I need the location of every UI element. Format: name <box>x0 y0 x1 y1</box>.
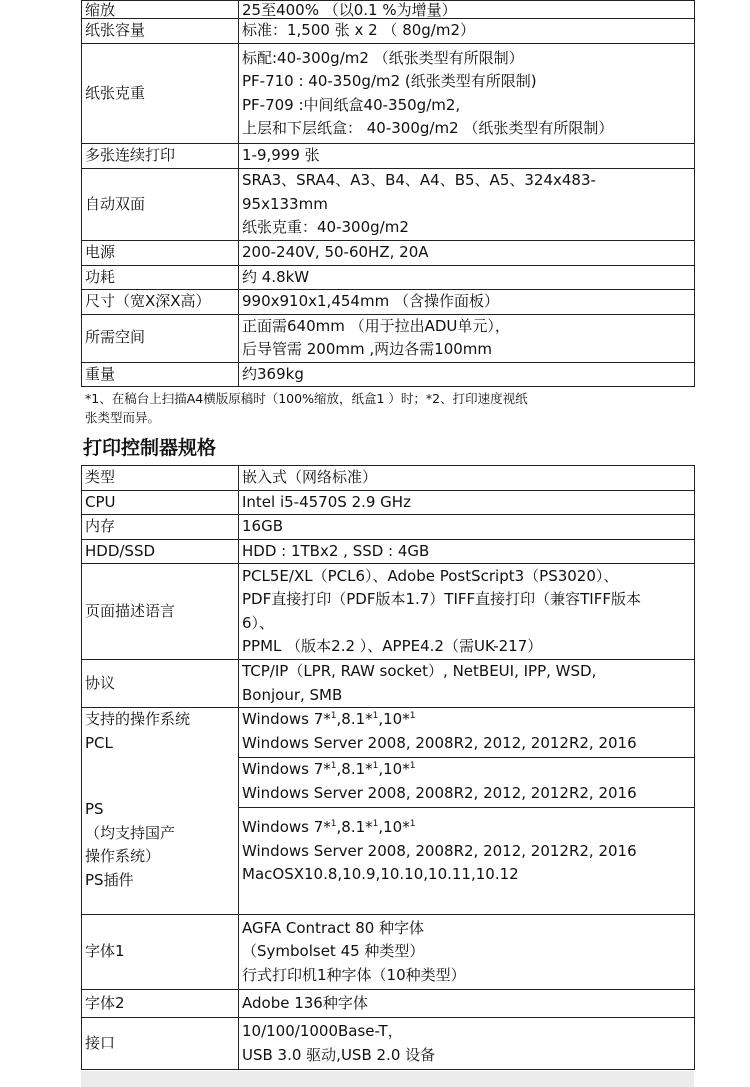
table-row <box>82 515 695 540</box>
spec-value: PCL5E/XL（PCL6）、Adobe PostScript3（PS3020）、 PDF直接打印（PDF版本1.7）TIFF直接打印（兼容TIFF版本 6）、 PPML （版本2.2 ）、APPE4.2（需UK-217） <box>239 564 695 660</box>
spec-table-controller <box>81 465 695 1070</box>
spec-value: 16GB <box>239 515 695 540</box>
os-key-spacer <box>85 758 235 798</box>
spec-key: 功耗 <box>82 265 239 290</box>
spec-key: 自动双面 <box>82 169 239 241</box>
spec-key-os <box>82 708 239 915</box>
os-key-pcl: 支持的操作系统 PCL <box>85 710 191 752</box>
spec-key: 纸张容量 <box>82 19 239 44</box>
spec-value: 990x910x1,454mm （含操作面板） <box>239 290 695 315</box>
spec-value: 标配:40-300g/m2 （纸张类型有所限制） PF-710 : 40-350g/m2 (纸张类型有所限制) PF-709 :中间纸盒40-350g/m2, 上层和下层纸盒： 40-300g/m2 （纸张类型有所限制） <box>239 44 695 144</box>
footnote: *1、在稿台上扫描A4横版原稿时（100%缩放，纸盒1 ）时；*2、打印速度视纸 张类型而异。 <box>85 391 528 425</box>
spec-value: TCP/IP（LPR, RAW socket）, NetBEUI, IPP, WSD, Bonjour, SMB <box>239 660 695 708</box>
spec-value-os <box>239 708 695 915</box>
table-row <box>82 265 695 290</box>
table-row <box>82 314 695 362</box>
table-row <box>82 539 695 564</box>
spec-key: 类型 <box>82 466 239 491</box>
os-key-ps: PS （均支持国产 操作系统） PS插件 <box>85 800 176 889</box>
table-row <box>82 564 695 660</box>
table-row <box>82 169 695 241</box>
spec-key: 协议 <box>82 660 239 708</box>
table-row <box>82 466 695 491</box>
spec-value: 25至400% （以0.1 %为增量） <box>239 1 695 19</box>
table-row <box>82 990 695 1018</box>
spec-value: 200-240V, 50-60HZ, 20A <box>239 241 695 266</box>
spec-key: CPU <box>82 490 239 515</box>
spec-value: 10/100/1000Base-T， USB 3.0 驱动,USB 2.0 设备 <box>239 1018 695 1070</box>
table-row <box>82 915 695 990</box>
spec-value: 标准：1,500 张 x 2 （ 80g/m2） <box>239 19 695 44</box>
table-row <box>82 241 695 266</box>
spec-sheet <box>81 0 694 1070</box>
spec-value: HDD : 1TBx2 , SSD : 4GB <box>239 539 695 564</box>
os-ps-plugin-block: Windows 7*$^1$,8.1*$^1$,10*$^1$ Windows Server 2008, 2008R2, 2012, 2012R2, 2016 MacOSX10.8,10.9,10.10,10.11,10.12 <box>242 818 637 883</box>
table-row <box>82 144 695 169</box>
table-row <box>82 362 695 387</box>
os-ps-block: Windows 7*$^1$,8.1*$^1$,10*$^1$ Windows Server 2008, 2008R2, 2012, 2012R2, 2016 <box>239 758 694 808</box>
page-bottom-shade <box>81 1071 694 1087</box>
spec-value: 1-9,999 张 <box>239 144 695 169</box>
spec-value: AGFA Contract 80 种字体 （Symbolset 45 种类型） 行式打印机1种字体（10种类型） <box>239 915 695 990</box>
section-title: 打印控制器规格 <box>83 437 217 459</box>
spec-key: 缩放 <box>82 1 239 19</box>
spec-key: 重量 <box>82 362 239 387</box>
table-row <box>82 44 695 144</box>
spec-table-machine <box>81 0 695 387</box>
spec-key: 字体1 <box>82 915 239 990</box>
table-row <box>82 490 695 515</box>
spec-key: 接口 <box>82 1018 239 1070</box>
table-row <box>82 290 695 315</box>
table-row-os <box>82 708 695 915</box>
spec-key: 多张连续打印 <box>82 144 239 169</box>
spec-key: HDD/SSD <box>82 539 239 564</box>
os-pcl-block: Windows 7*$^1$,8.1*$^1$,10*$^1$ Windows Server 2008, 2008R2, 2012, 2012R2, 2016 <box>239 708 694 758</box>
spec-value: 约 4.8kW <box>239 265 695 290</box>
spec-key: 内存 <box>82 515 239 540</box>
table-row <box>82 19 695 44</box>
spec-value: Adobe 136种字体 <box>239 990 695 1018</box>
spec-value: Intel i5-4570S 2.9 GHz <box>239 490 695 515</box>
spec-key: 电源 <box>82 241 239 266</box>
spec-key: 所需空间 <box>82 314 239 362</box>
spec-key: 纸张克重 <box>82 44 239 144</box>
spec-value: SRA3、SRA4、A3、B4、A4、B5、A5、324x483- 95x133mm 纸张克重：40-300g/m2 <box>239 169 695 241</box>
spec-key: 字体2 <box>82 990 239 1018</box>
table-row <box>82 1018 695 1070</box>
spec-key: 页面描述语言 <box>82 564 239 660</box>
spec-key: 尺寸（宽X深X高） <box>82 290 239 315</box>
spec-value: 约369kg <box>239 362 695 387</box>
table-row <box>82 1 695 19</box>
spec-value: 正面需640mm （用于拉出ADU单元）， 后导管需 200mm ,两边各需100mm <box>239 314 695 362</box>
table-row <box>82 660 695 708</box>
spec-value: 嵌入式（网络标准） <box>239 466 695 491</box>
